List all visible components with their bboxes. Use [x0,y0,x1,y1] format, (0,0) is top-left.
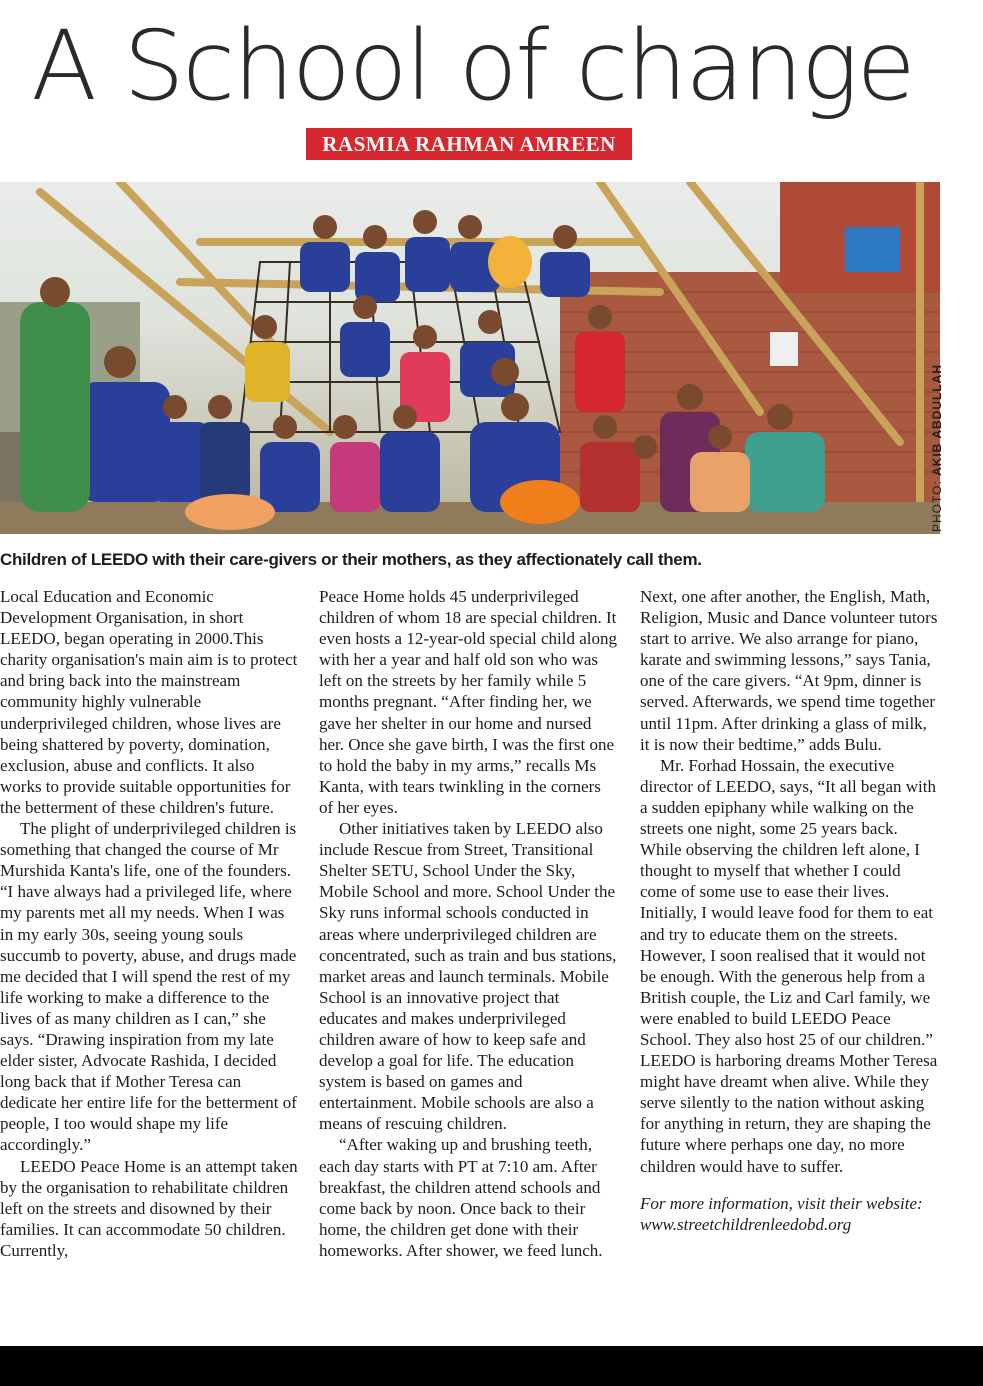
paragraph: Local Education and Economic Development Organisation, in short LEEDO, began operating in 2000.This charity organisation's main aim is to protect and bring back into the mainstream community highly vulnerable underprivileged children, whose lives are being shattered by poverty, domination, exclusion, abuse and conflicts. It also works to provide suitable opportunities for the betterment of these children's future. [0,587,298,817]
paragraph: The plight of underprivileged children is something that changed the course of Mr Murshida Kanta's life, one of the founders. “I have always had a privileged life, where my parents met all my needs. When I was in my early 30s, seeing young souls succumb to poverty, abuse, and drugs made me decided that I will spend the rest of my life working to make a difference to the lives of as many children as I can,” she says. “Drawing inspiration from my late elder sister, Advocate Rashida, I decided long back that if Mother Teresa can dedicate her entire life for the betterment of people, I too would shape my life accordingly.” [0,819,297,1155]
paragraph: Next, one after another, the English, Math, Religion, Music and Dance volunteer tutors start to arrive. We also arrange for piano, karate and swimming lessons,” says Tania, one of the care givers. “At 9pm, dinner is served. Afterwards, we spend time together until 11pm. After drinking a glass of milk, it is now their bedtime,” adds Bulu. [640,587,938,754]
headline: A School of change [31,10,914,122]
photo-credit-name: AKIB ABDULLAH [930,363,944,476]
paragraph: LEEDO Peace Home is an attempt taken by the organisation to rehabilitate children left on the streets and disowned by their families. It can accommodate 50 children. Currently, [0,1156,298,1260]
website-footnote: For more information, visit their website: www.streetchildrenleedobd.org [640,1193,923,1234]
photo-caption: Children of LEEDO with their care-givers or their mothers, as they affectionately call them. [0,550,702,569]
photo-credit-label: PHOTO: [930,480,944,532]
article-column-1 [0,586,298,1261]
bottom-bar [0,1346,983,1386]
paragraph: Mr. Forhad Hossain, the executive director of LEEDO, says, “It all began with a sudden epiphany while walking on the streets one night, some 25 years back. While observing the children left alone, I thought to myself that whether I could come of some use to ease their lives. Initially, I would leave food for them to eat and try to educate them on the streets. However, I soon realised that it would not be enough. With the generous help from a British couple, the Liz and Carl family, we were enabled to build LEEDO Peace School. They also host 25 of our children.” LEEDO is harboring dreams Mother Teresa might have dreamt when alive. While they serve silently to the nation without asking for anything in return, they are shaping the future where perhaps one day, no more children would have to suffer. [640,755,938,1176]
article-column-2 [319,586,619,1261]
paragraph: Other initiatives taken by LEEDO also include Rescue from Street, Transitional Shelter SETU, School Under the Sky, Mobile School and more. School Under the Sky runs informal schools conducted in areas where underprivileged children are concentrated, such as train and bus stations, market areas and launch terminals. Mobile School is an innovative project that educates and makes underprivileged children aware of how to keep safe and develop a goal for life. The education system is based on games and entertainment. Mobile schools are also a means of rescuing children. [319,819,617,1134]
group-photo-illustration [0,182,940,534]
photo-credit [930,364,944,532]
article-column-3 [640,586,940,1235]
paragraph: “After waking up and brushing teeth, each day starts with PT at 7:10 am. After breakfast, the children attend schools and come back by noon. Once back to their home, the children get done with their homeworks. After shower, we feed lunch. [319,1135,603,1260]
paragraph: Peace Home holds 45 underprivileged children of whom 18 are special children. It even hosts a 12-year-old special child along with her a year and half old son who was left on the streets by her family while 5 months pregnant. “After finding her, we gave her shelter in our home and nursed her. Once she gave birth, I was the first one to hold the baby in my arms,” recalls Ms Kanta, with tears twinkling in the corners of her eyes. [319,587,618,817]
byline: RASMIA RAHMAN AMREEN [306,128,632,160]
group-photo [0,182,940,534]
